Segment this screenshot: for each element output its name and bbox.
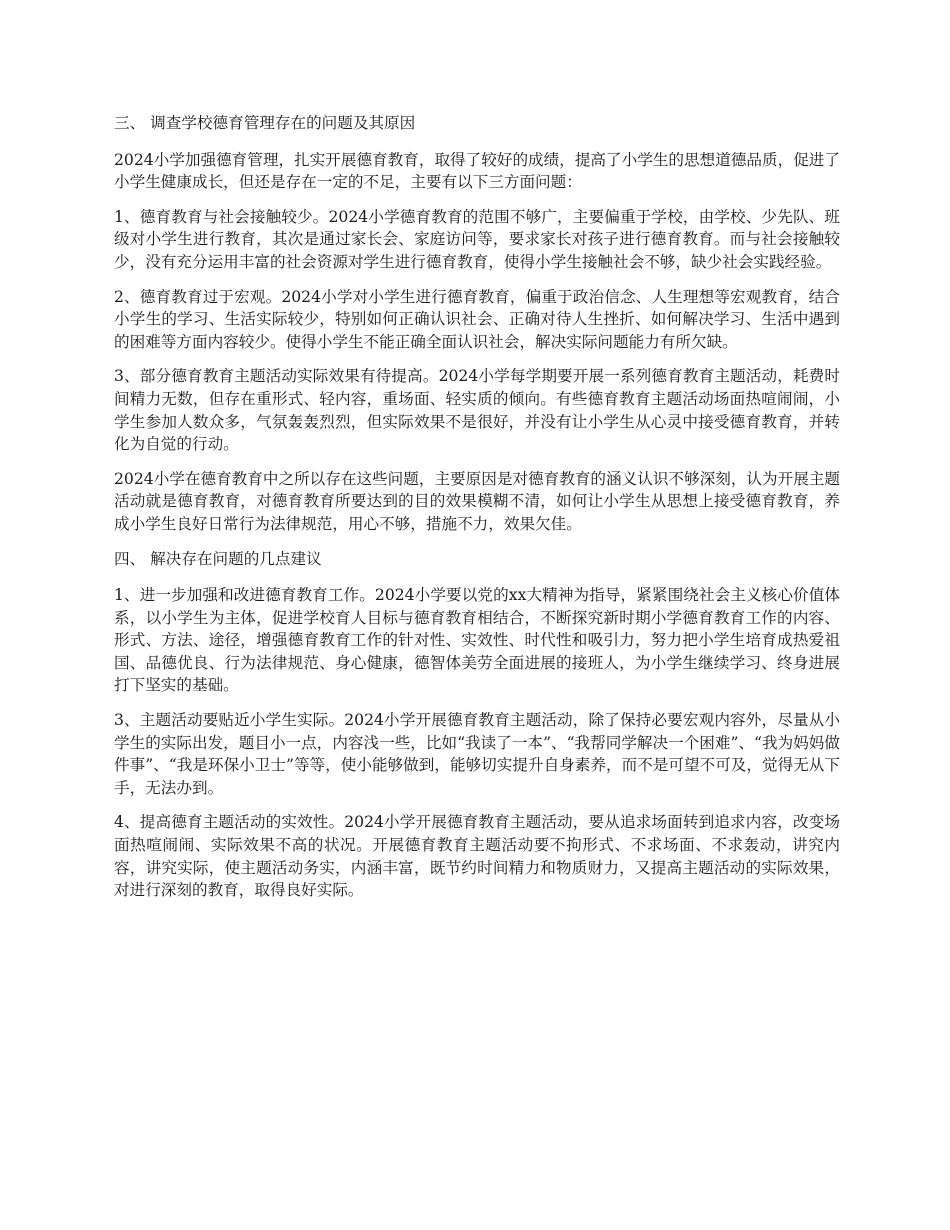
- section-problems: [114, 112, 840, 536]
- paragraph: 3、部分德育教育主题活动实际效果有待提高。2024小学每学期要开展一系列德育教育主题活动，耗费时间精力无数，但存在重形式、轻内容，重场面、轻实质的倾向。有些德育教育主题活动场面热喧闹闹，小学生参加人数众多，气氛轰轰烈烈，但实际效果不是很好，并没有让小学生从心灵中接受德育教育，并转化为自觉的行动。: [114, 367, 840, 454]
- section-heading: 三、 调查学校德育管理存在的问题及其原因: [114, 114, 416, 132]
- document-page: [114, 112, 840, 914]
- paragraph: 1、德育教育与社会接触较少。2024小学德育教育的范围不够广，主要偏重于学校，由学校、少先队、班级对小学生进行教育，其次是通过家长会、家庭访问等，要求家长对孩子进行德育教育。而与社会接触较少，没有充分运用丰富的社会资源对学生进行德育教育，使得小学生接触社会不够，缺少社会实践经验。: [114, 207, 840, 271]
- paragraph: 2、德育教育过于宏观。2024小学对小学生进行德育教育，偏重于政治信念、人生理想等宏观教育，结合小学生的学习、生活实际较少，特别如何正确认识社会、正确对待人生挫折、如何解决学习、生活中遇到的困难等方面内容较少。使得小学生不能正确全面认识社会，解决实际问题能力有所欠缺。: [114, 287, 840, 351]
- paragraph: 2024小学在德育教育中之所以存在这些问题，主要原因是对德育教育的涵义认识不够深刻，认为开展主题活动就是德育教育，对德育教育所要达到的目的效果模糊不清，如何让小学生从思想上接受德育教育，养成小学生良好日常行为法律规范，用心不够，措施不力，效果欠佳。: [114, 469, 840, 533]
- section-suggestions: [114, 548, 840, 902]
- paragraph: 1、进一步加强和改进德育教育工作。2024小学要以党的xx大精神为指导，紧紧围绕社会主义核心价值体系，以小学生为主体，促进学校育人目标与德育教育相结合，不断探究新时期小学德育教育工作的内容、形式、方法、途径，增强德育教育工作的针对性、实效性、时代性和吸引力，努力把小学生培育成热爱祖国、品德优良、行为法律规范、身心健康，德智体美劳全面进展的接班人，为小学生继续学习、终身进展打下坚实的基础。: [114, 586, 840, 695]
- paragraph: 2024小学加强德育管理，扎实开展德育教育，取得了较好的成绩，提高了小学生的思想道德品质，促进了小学生健康成长，但还是存在一定的不足，主要有以下三方面问题：: [114, 150, 840, 192]
- section-heading: 四、 解决存在问题的几点建议: [114, 549, 322, 568]
- paragraph: 4、提高德育主题活动的实效性。2024小学开展德育教育主题活动，要从追求场面转到追求内容，改变场面热喧闹闹、实际效果不高的状况。开展德育教育主题活动要不拘形式、不求场面、不求轰动，讲究内容，讲究实际，使主题活动务实，内涵丰富，既节约时间精力和物质财力，又提高主题活动的实际效果，对进行深刻的教育，取得良好实际。: [114, 813, 840, 900]
- paragraph: 3、主题活动要贴近小学生实际。2024小学开展德育教育主题活动，除了保持必要宏观内容外，尽量从小学生的实际出发，题目小一点，内容浅一些，比如“我读了一本”、“我帮同学解决一个困难”、“我为妈妈做件事”、“我是环保小卫士”等等，使小能够做到，能够切实提升自身素养，而不是可望不可及，觉得无从下手，无法办到。: [114, 711, 840, 797]
